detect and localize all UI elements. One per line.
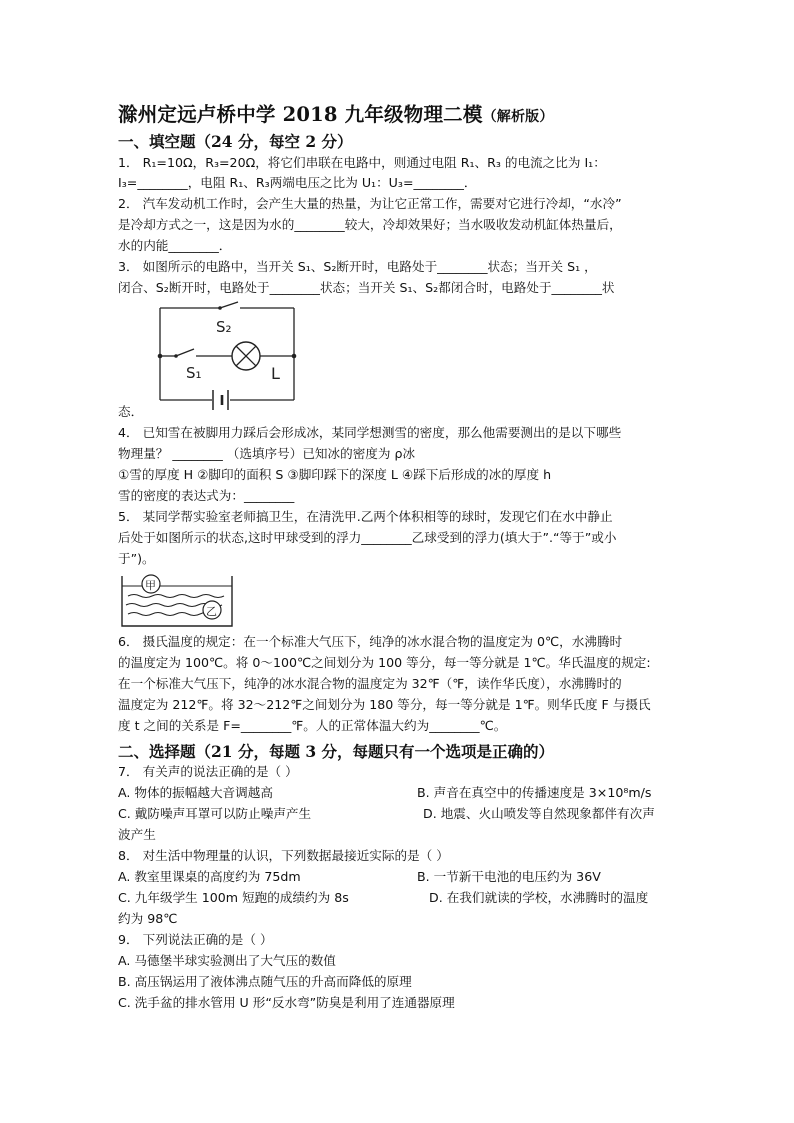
q3-line3: 态． bbox=[118, 404, 144, 419]
q7-option-d: D. 地震、火山喷发等自然现象都伴有次声 bbox=[423, 806, 655, 821]
q4-line4: 雪的密度的表达式为：________ bbox=[118, 488, 295, 503]
circuit-diagram bbox=[150, 300, 300, 415]
q4-options: ①雪的厚度 H ②脚印的面积 S ③脚印踩下的深度 L ④踩下后形成的冰的厚度 h bbox=[118, 467, 552, 482]
beaker-diagram bbox=[118, 572, 236, 628]
q2-line1: 2． 汽车发动机工作时，会产生大量的热量，为让它正常工作，需要对它进行冷却，“水冷” bbox=[118, 196, 622, 211]
section-choice-heading: 二、选择题（21 分，每题 3 分，每题只有一个选项是正确的） bbox=[118, 742, 555, 761]
q8-option-c: C. 九年级学生 100m 短跑的成绩约为 8s bbox=[118, 890, 349, 905]
label-s1: S₁ bbox=[186, 364, 202, 382]
q8-option-a: A. 教室里课桌的高度约为 75dm bbox=[118, 869, 301, 884]
q5-line1: 5． 某同学帮实验室老师搞卫生，在清洗甲.乙两个体积相等的球时，发现它们在水中静止 bbox=[118, 509, 613, 524]
q6-line1: 6． 摄氏温度的规定：在一个标准大气压下，纯净的冰水混合物的温度定为 0℃，水沸腾时 bbox=[118, 634, 623, 649]
q8-stem: 8． 对生活中物理量的认识，下列数据最接近实际的是（ ） bbox=[118, 848, 449, 863]
q7-option-a: A. 物体的振幅越大音调越高 bbox=[118, 785, 273, 800]
q2-line2: 是冷却方式之一，这是因为水的________较大，冷却效果好；当水吸收发动机缸体热量后， bbox=[118, 217, 622, 232]
q6-line2: 的温度定为 100℃。将 0～100℃之间划分为 100 等分，每一等分就是 1℃。华氏温度的规定: bbox=[118, 655, 651, 670]
q8-option-d-cont: 约为 98℃ bbox=[118, 911, 178, 926]
q4-line2: 物理量？ ________ （选填序号）已知冰的密度为 ρ冰 bbox=[118, 446, 416, 461]
q9-option-c: C. 洗手盆的排水管用 U 形“反水弯”防臭是利用了连通器原理 bbox=[118, 995, 455, 1010]
q1-line1: 1． R₁=10Ω，R₃=20Ω，将它们串联在电路中，则通过电阻 R₁、R₃ 的电流之比为 I₁： bbox=[118, 155, 606, 170]
section-fill-blank-heading: 一、填空题（24 分，每空 2 分） bbox=[118, 132, 353, 151]
svg-text:乙: 乙 bbox=[206, 605, 217, 618]
q3-line2: 闭合、S₂断开时，电路处于________状态；当开关 S₁、S₂都闭合时，电路处于________状 bbox=[118, 280, 615, 295]
q8-option-b: B. 一节新干电池的电压约为 36V bbox=[417, 869, 601, 884]
q8-option-d: D. 在我们就读的学校，水沸腾时的温度 bbox=[429, 890, 649, 905]
svg-text:甲: 甲 bbox=[145, 579, 156, 592]
q9-stem: 9． 下列说法正确的是（ ） bbox=[118, 932, 273, 947]
q6-line4: 温度定为 212℉。将 32～212℉之间划分为 180 等分，每一等分就是 1℉。则华氏度 F 与摄氏 bbox=[118, 697, 651, 712]
q7-option-d-cont: 波产生 bbox=[118, 827, 156, 842]
q6-line5: 度 t 之间的关系是 F=________℉。人的正常体温大约为________℃。 bbox=[118, 718, 507, 733]
q4-line1: 4． 已知雪在被脚用力踩后会形成冰，某同学想测雪的密度，那么他需要测出的是以下哪些 bbox=[118, 425, 622, 440]
q7-stem: 7． 有关声的说法正确的是（ ） bbox=[118, 764, 298, 779]
battery-icon bbox=[213, 390, 228, 410]
page-title bbox=[118, 99, 718, 127]
q5-line3: 于”)。 bbox=[118, 551, 155, 566]
q9-option-b: B. 高压锅运用了液体沸点随气压的升高而降低的原理 bbox=[118, 974, 412, 989]
label-s2: S₂ bbox=[216, 318, 232, 336]
ball-yi bbox=[203, 601, 221, 619]
lamp-icon bbox=[232, 342, 260, 370]
title-subtitle: （解析版） bbox=[482, 109, 554, 125]
q7-option-b: B. 声音在真空中的传播速度是 3×10⁸m/s bbox=[417, 785, 652, 800]
q9-option-a: A. 马德堡半球实验测出了大气压的数值 bbox=[118, 953, 336, 968]
ball-jia bbox=[142, 575, 160, 593]
q6-line3: 在一个标准大气压下，纯净的冰水混合物的温度定为 32℉（℉，读作华氏度），水沸腾时的 bbox=[118, 676, 622, 691]
q1-line2: I₃=________，电阻 R₁、R₃两端电压之比为 U₁：U₃=________． bbox=[118, 175, 477, 190]
label-lamp: L bbox=[271, 364, 280, 383]
switch-s2 bbox=[220, 302, 238, 308]
q3-line1: 3． 如图所示的电路中，当开关 S₁、S₂断开时，电路处于________状态；当开关 S₁ ， bbox=[118, 259, 597, 274]
title-main: 滁州定远卢桥中学 2018 九年级物理二模 bbox=[118, 103, 483, 126]
q5-line2: 后处于如图所示的状态,这时甲球受到的浮力________乙球受到的浮力(填大于”.“等于”或小 bbox=[118, 530, 617, 545]
q2-line3: 水的内能________． bbox=[118, 238, 232, 253]
switch-s1 bbox=[176, 349, 194, 356]
q7-option-c: C. 戴防噪声耳罩可以防止噪声产生 bbox=[118, 806, 312, 821]
